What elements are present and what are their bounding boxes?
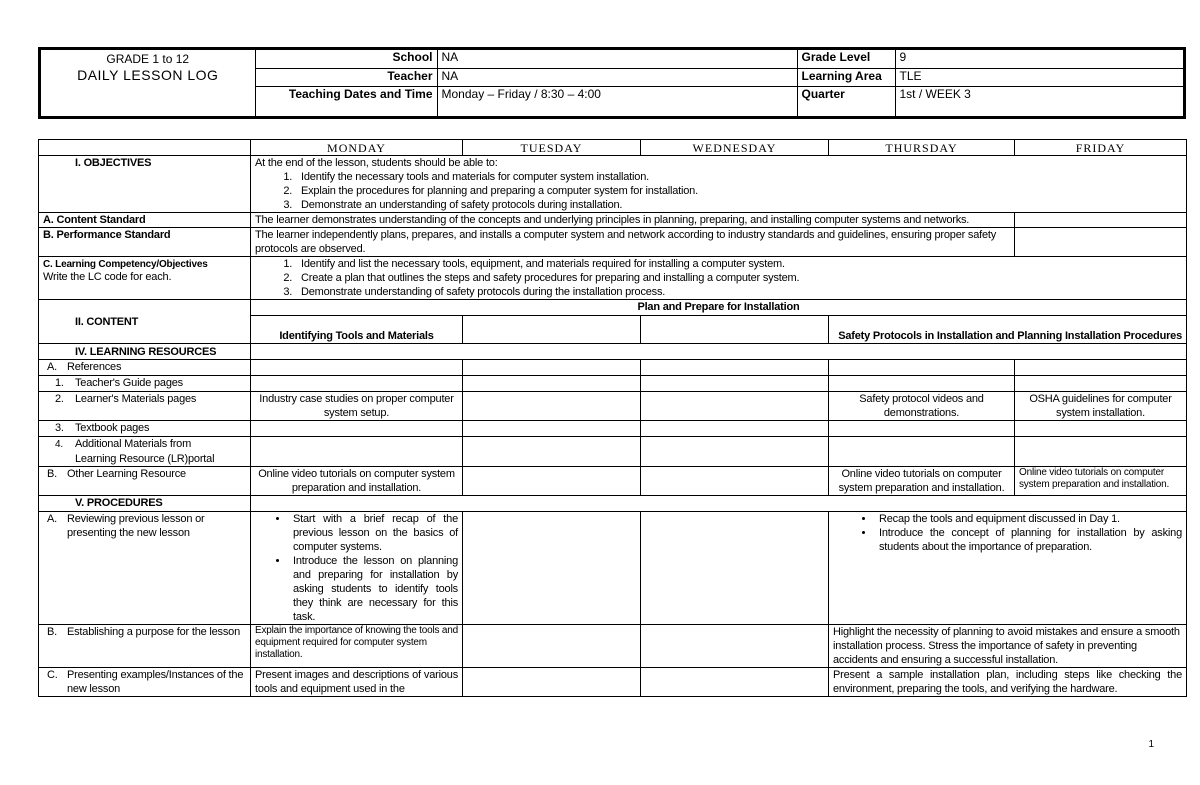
procedure-b-monday: Explain the importance of knowing the tools and equipment required for computer system installation. (251, 625, 463, 668)
procedure-b-label: Establishing a purpose for the lesson (67, 626, 240, 638)
procedure-b-thursday: Highlight the necessity of planning to avoid mistakes and ensure a smooth installation process. Stress the importance of safety in preventing accidents and ensuring a successful installation. (829, 625, 1187, 668)
procedure-a-monday (251, 512, 463, 625)
resources-header-row (39, 344, 1187, 360)
content-standard-friday (1015, 213, 1187, 228)
learners-materials-label-cell (39, 392, 251, 421)
empty-cell (1015, 360, 1187, 376)
teachers-guide-label: Teacher's Guide pages (75, 377, 183, 389)
teacher-label: Teacher (255, 68, 437, 86)
doc-title: DAILY LESSON LOG (77, 67, 219, 83)
procedures-label: V. PROCEDURES (39, 496, 251, 512)
empty-cell (463, 512, 641, 625)
content-tuesday (463, 316, 641, 344)
objectives-content (251, 156, 1187, 213)
other-resources-monday: Online video tutorials on computer system preparation and installation. (251, 467, 463, 496)
grade-level-label: Grade Level (797, 50, 895, 68)
competency-row (39, 257, 1187, 300)
procedure-c-label-cell (39, 668, 251, 697)
empty-cell (251, 376, 463, 392)
day-friday: FRIDAY (1015, 140, 1187, 156)
empty-cell (463, 376, 641, 392)
other-resources-label-cell (39, 467, 251, 496)
competency-label-cell (39, 257, 251, 300)
empty-cell (641, 512, 829, 625)
procedure-a-letter: A. (47, 513, 57, 525)
performance-standard-row (39, 228, 1187, 257)
empty-cell (251, 437, 463, 467)
empty-cell (463, 437, 641, 467)
procedure-b-row (39, 625, 1187, 668)
empty-cell (641, 437, 829, 467)
references-letter: A. (47, 361, 57, 373)
empty-cell (829, 376, 1015, 392)
teachers-guide-row (39, 376, 1187, 392)
learners-materials-monday: Industry case studies on proper computer system setup. (251, 392, 463, 421)
textbook-row (39, 421, 1187, 437)
objective-item: 3. Demonstrate an understanding of safety protocols during installation. (295, 198, 1182, 212)
additional-materials-label-2: Learning Resource (LR)portal (75, 453, 215, 465)
learners-materials-thursday: Safety protocol videos and demonstrations. (829, 392, 1015, 421)
performance-standard-label: B. Performance Standard (39, 228, 251, 257)
empty-cell (1015, 421, 1187, 437)
empty-cell (829, 437, 1015, 467)
empty-cell (829, 421, 1015, 437)
additional-materials-label-1: Additional Materials from (75, 438, 192, 450)
empty-cell (251, 360, 463, 376)
school-value: NA (437, 50, 797, 68)
procedures-header-span (251, 496, 1187, 512)
learners-materials-friday: OSHA guidelines for computer system installation. (1015, 392, 1187, 421)
procedure-a-monday-item: • Introduce the lesson on planning and preparing for installation by asking students to identify tools they think are necessary for this task. (289, 554, 458, 624)
content-wednesday (641, 316, 829, 344)
header-block (38, 47, 1186, 119)
procedure-c-label: Presenting examples/Instances of the new lesson (67, 669, 244, 695)
references-label-cell (39, 360, 251, 376)
additional-materials-num: 4. (55, 439, 63, 450)
empty-cell (251, 421, 463, 437)
empty-cell (463, 668, 641, 697)
lesson-log-table (38, 139, 1187, 697)
empty-cell (641, 467, 829, 496)
content-row-1 (39, 300, 1187, 316)
competency-content (251, 257, 1187, 300)
quarter-value: 1st / WEEK 3 (899, 86, 971, 101)
resources-header-span (251, 344, 1187, 360)
other-resources-thursday: Online video tutorials on computer system preparation and installation. (829, 467, 1015, 496)
competency-item: 3. Demonstrate understanding of safety protocols during the installation process. (295, 285, 1182, 299)
additional-materials-label-cell (39, 437, 251, 467)
learning-area-label: Learning Area (797, 68, 895, 86)
procedure-c-letter: C. (47, 669, 58, 681)
procedure-a-thursday-item: • Recap the tools and equipment discussed in Day 1. (875, 512, 1182, 526)
procedure-a-thursday-item: • Introduce the concept of planning for installation by asking students about the importance of preparation. (875, 526, 1182, 554)
day-wednesday: WEDNESDAY (641, 140, 829, 156)
header-grade-cell (41, 50, 255, 116)
objectives-intro: At the end of the lesson, students should be able to: (255, 157, 498, 169)
teachers-guide-num: 1. (55, 377, 64, 389)
empty-cell (463, 467, 641, 496)
teachers-guide-label-cell (39, 376, 251, 392)
competency-item: 1. Identify and list the necessary tools, equipment, and materials required for installing a computer system. (295, 257, 1182, 271)
quarter-label: Quarter (797, 86, 895, 116)
teacher-value: NA (437, 68, 797, 86)
empty-cell (641, 625, 829, 668)
textbook-num: 3. (55, 422, 64, 434)
day-tuesday: TUESDAY (463, 140, 641, 156)
content-thursday-topic: Safety Protocols in Installation and Planning Installation Procedures (829, 316, 1187, 344)
grade-level-value: 9 (895, 50, 1183, 68)
procedure-a-thursday (829, 512, 1187, 625)
objectives-label: I. OBJECTIVES (39, 156, 251, 213)
references-label: References (67, 361, 122, 373)
school-label: School (255, 50, 437, 68)
content-main-topic: Plan and Prepare for Installation (251, 300, 1187, 316)
procedure-b-letter: B. (47, 626, 57, 638)
empty-cell (641, 360, 829, 376)
empty-cell (1015, 376, 1187, 392)
empty-cell (641, 392, 829, 421)
other-resources-letter: B. (47, 468, 57, 480)
resources-label: IV. LEARNING RESOURCES (39, 344, 251, 360)
day-monday: MONDAY (251, 140, 463, 156)
empty-cell (463, 421, 641, 437)
content-standard-label: A. Content Standard (39, 213, 251, 228)
procedure-a-label: Reviewing previous lesson or presenting the new lesson (67, 513, 205, 539)
other-resources-friday: Online video tutorials on computer system preparation and installation. (1015, 467, 1187, 496)
content-standard-text: The learner demonstrates understanding of the concepts and underlying principles in planning, preparing, and installing computer systems and networks. (251, 213, 1015, 228)
performance-standard-text: The learner independently plans, prepares, and installs a computer system and network according to industry standards and guidelines, ensuring proper safety protocols are observed. (251, 228, 1015, 257)
dates-value: Monday – Friday / 8:30 – 4:00 (437, 86, 797, 116)
content-monday-topic: Identifying Tools and Materials (251, 316, 463, 344)
content-label: II. CONTENT (39, 300, 251, 344)
learners-materials-num: 2. (55, 393, 64, 405)
procedure-c-thursday: Present a sample installation plan, including steps like checking the environment, preparing the tools, and verifying the hardware. (829, 668, 1187, 697)
empty-cell (641, 421, 829, 437)
other-resources-row (39, 467, 1187, 496)
day-thursday: THURSDAY (829, 140, 1015, 156)
references-row (39, 360, 1187, 376)
additional-materials-row (39, 437, 1187, 467)
competency-item: 2. Create a plan that outlines the steps and safety procedures for preparing and installing a computer system. (295, 271, 1182, 285)
empty-cell (641, 376, 829, 392)
dates-label: Teaching Dates and Time (255, 86, 437, 116)
empty-cell (463, 360, 641, 376)
procedure-a-label-cell (39, 512, 251, 625)
textbook-label-cell (39, 421, 251, 437)
empty-cell (463, 392, 641, 421)
textbook-label: Textbook pages (75, 422, 150, 434)
procedures-header-row (39, 496, 1187, 512)
learners-materials-row (39, 392, 1187, 421)
corner-cell (39, 140, 251, 156)
objective-item: 2. Explain the procedures for planning and preparing a computer system for installation. (295, 184, 1182, 198)
procedure-c-monday: Present images and descriptions of various tools and equipment used in the (251, 668, 463, 697)
objective-item: 1. Identify the necessary tools and materials for computer system installation. (295, 170, 1182, 184)
learners-materials-label: Learner's Materials pages (75, 393, 197, 405)
grade-range: GRADE 1 to 12 (106, 52, 190, 66)
page-number: 1 (1148, 739, 1154, 750)
empty-cell (641, 668, 829, 697)
empty-cell (829, 360, 1015, 376)
competency-label: C. Learning Competency/Objectives (43, 259, 208, 270)
procedure-a-row (39, 512, 1187, 625)
content-standard-row (39, 213, 1187, 228)
procedure-a-monday-item: • Start with a brief recap of the previous lesson on the basics of computer systems. (289, 512, 458, 554)
competency-note: Write the LC code for each. (43, 271, 172, 283)
empty-cell (463, 625, 641, 668)
procedure-b-label-cell (39, 625, 251, 668)
procedure-c-row (39, 668, 1187, 697)
performance-standard-friday (1015, 228, 1187, 257)
other-resources-label: Other Learning Resource (67, 468, 186, 480)
days-header-row (39, 140, 1187, 156)
empty-cell (1015, 437, 1187, 467)
objectives-row (39, 156, 1187, 213)
learning-area-value: TLE (895, 68, 1183, 86)
